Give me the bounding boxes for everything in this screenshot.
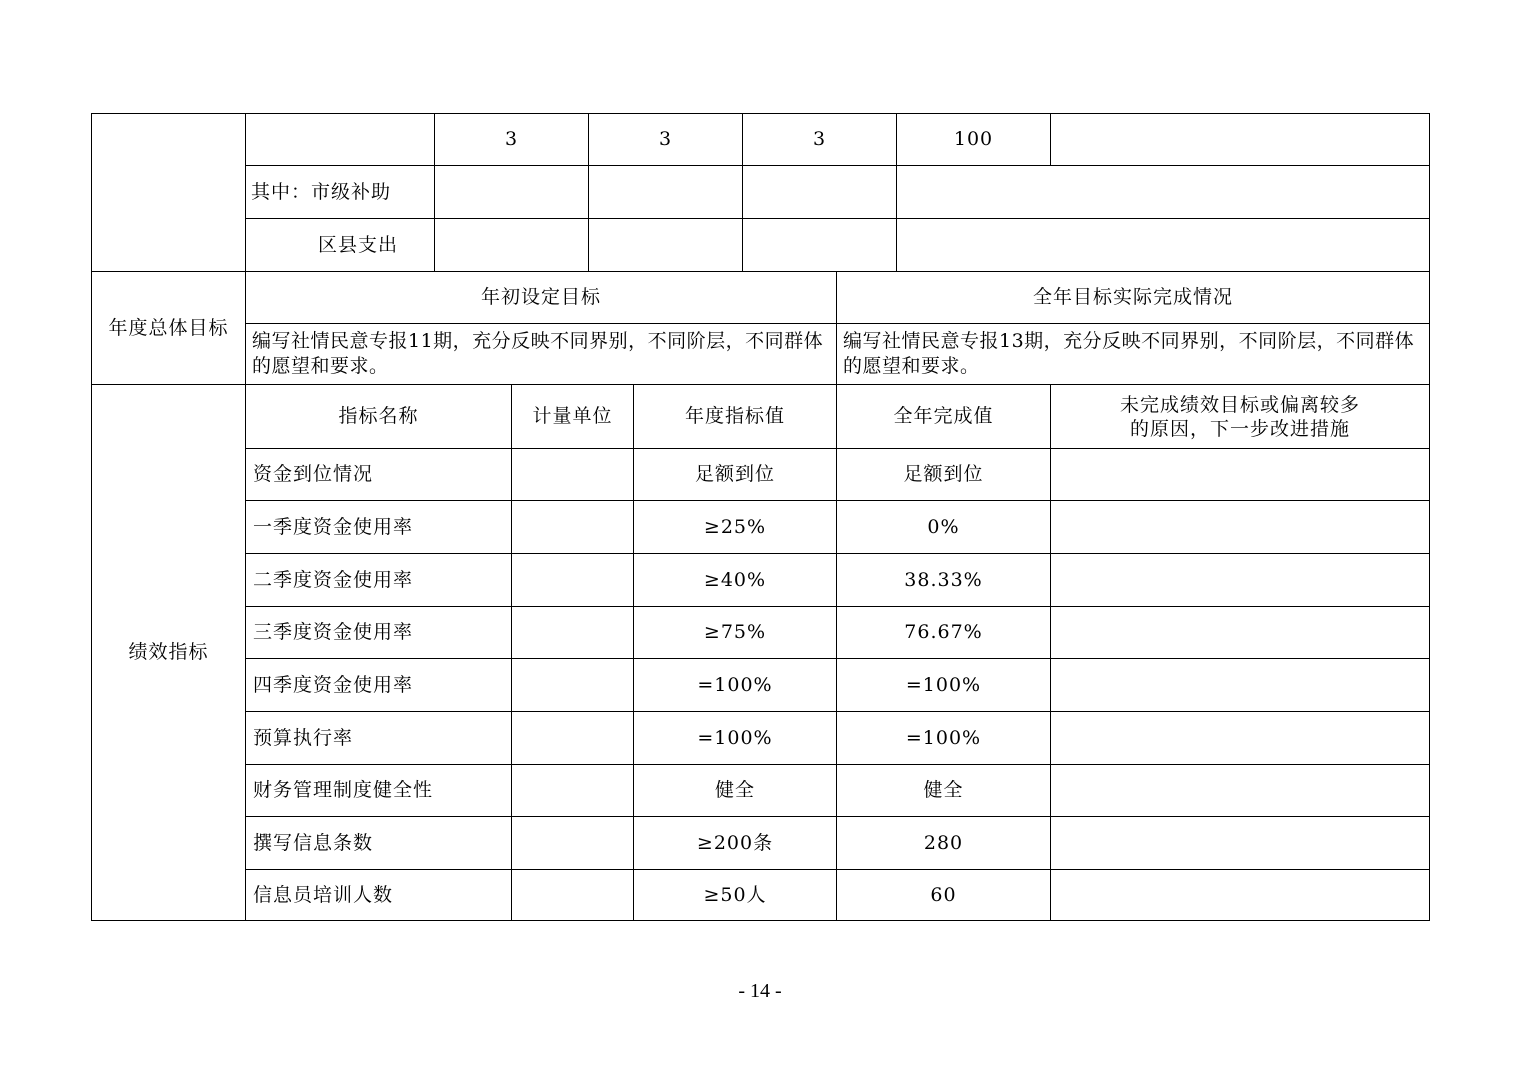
- page-number: - 14 -: [738, 980, 782, 1002]
- indicator-name: 预算执行率: [253, 726, 354, 749]
- city-subsidy-label: 其中：市级补助: [251, 180, 392, 203]
- indicator-note: [1051, 712, 1429, 764]
- indicator-name: 撰写信息条数: [253, 831, 374, 854]
- indicator-actual: 健全: [923, 779, 964, 801]
- indicator-note: [1051, 607, 1429, 658]
- actual-goal-header: 全年目标实际完成情况: [1032, 286, 1233, 308]
- indicator-unit: [512, 449, 633, 500]
- indicator-name: 财务管理制度健全性: [253, 779, 434, 801]
- indicator-name: 一季度资金使用率: [253, 515, 414, 538]
- indicator-note: [1051, 554, 1429, 606]
- indicator-name: 资金到位情况: [253, 463, 374, 485]
- indicator-note: [1051, 870, 1429, 920]
- indicator-target: ≥40%: [703, 568, 767, 591]
- indicator-unit: [512, 712, 633, 764]
- indicator-name: 二季度资金使用率: [253, 568, 414, 591]
- indicator-name: 信息员培训人数: [253, 883, 394, 906]
- header-unit: 计量单位: [532, 405, 613, 427]
- indicator-actual: 足额到位: [903, 463, 984, 485]
- indicator-note: [1051, 765, 1429, 816]
- header-annual-target: 年度指标值: [684, 405, 785, 427]
- budget-value-2: 3: [658, 128, 673, 150]
- budget-value-3: 3: [812, 128, 827, 150]
- indicator-note: [1051, 449, 1429, 500]
- indicator-actual: 60: [930, 883, 957, 906]
- indicator-actual: 38.33%: [904, 568, 983, 591]
- indicator-name: 三季度资金使用率: [253, 621, 414, 643]
- indicator-target: ≥75%: [703, 621, 767, 643]
- indicator-target: ≥25%: [703, 515, 767, 538]
- budget-value-4: 100: [953, 128, 994, 150]
- indicator-actual: =100%: [905, 673, 982, 696]
- indicator-unit: [512, 817, 633, 869]
- header-reason: 未完成绩效目标或偏离较多的原因，下一步改进措施: [1119, 393, 1360, 440]
- indicator-unit: [512, 607, 633, 658]
- indicator-actual: 0%: [927, 515, 960, 538]
- indicator-note: [1051, 501, 1429, 553]
- indicator-target: =100%: [697, 726, 773, 749]
- indicator-target: =100%: [697, 673, 773, 696]
- indicator-note: [1051, 817, 1429, 869]
- actual-goal-text: 编写社情民意专报13期，充分反映不同界别，不同阶层，不同群体的愿望和要求。: [843, 330, 1415, 377]
- indicator-target: ≥200条: [696, 831, 774, 854]
- indicator-actual: 280: [923, 831, 964, 854]
- indicator-target: ≥50人: [703, 883, 767, 906]
- header-annual-actual: 全年完成值: [893, 405, 994, 427]
- indicator-unit: [512, 659, 633, 711]
- indicator-target: 足额到位: [694, 463, 775, 485]
- planned-goal-text: 编写社情民意专报11期，充分反映不同界别，不同阶层，不同群体的愿望和要求。: [252, 330, 824, 377]
- county-expense-label: 区县支出: [318, 233, 399, 256]
- planned-goal-header: 年初设定目标: [480, 286, 601, 308]
- performance-label: 绩效指标: [128, 641, 209, 663]
- annual-goal-label: 年度总体目标: [108, 316, 229, 339]
- indicator-unit: [512, 554, 633, 606]
- indicator-actual: =100%: [905, 726, 982, 749]
- indicator-actual: 76.67%: [904, 621, 983, 643]
- indicator-unit: [512, 501, 633, 553]
- indicator-name: 四季度资金使用率: [253, 673, 414, 696]
- indicator-unit: [512, 765, 633, 816]
- indicator-unit: [512, 870, 633, 920]
- budget-value-1: 3: [504, 128, 519, 150]
- indicator-target: 健全: [714, 779, 755, 801]
- header-indicator-name: 指标名称: [338, 405, 419, 427]
- indicator-note: [1051, 659, 1429, 711]
